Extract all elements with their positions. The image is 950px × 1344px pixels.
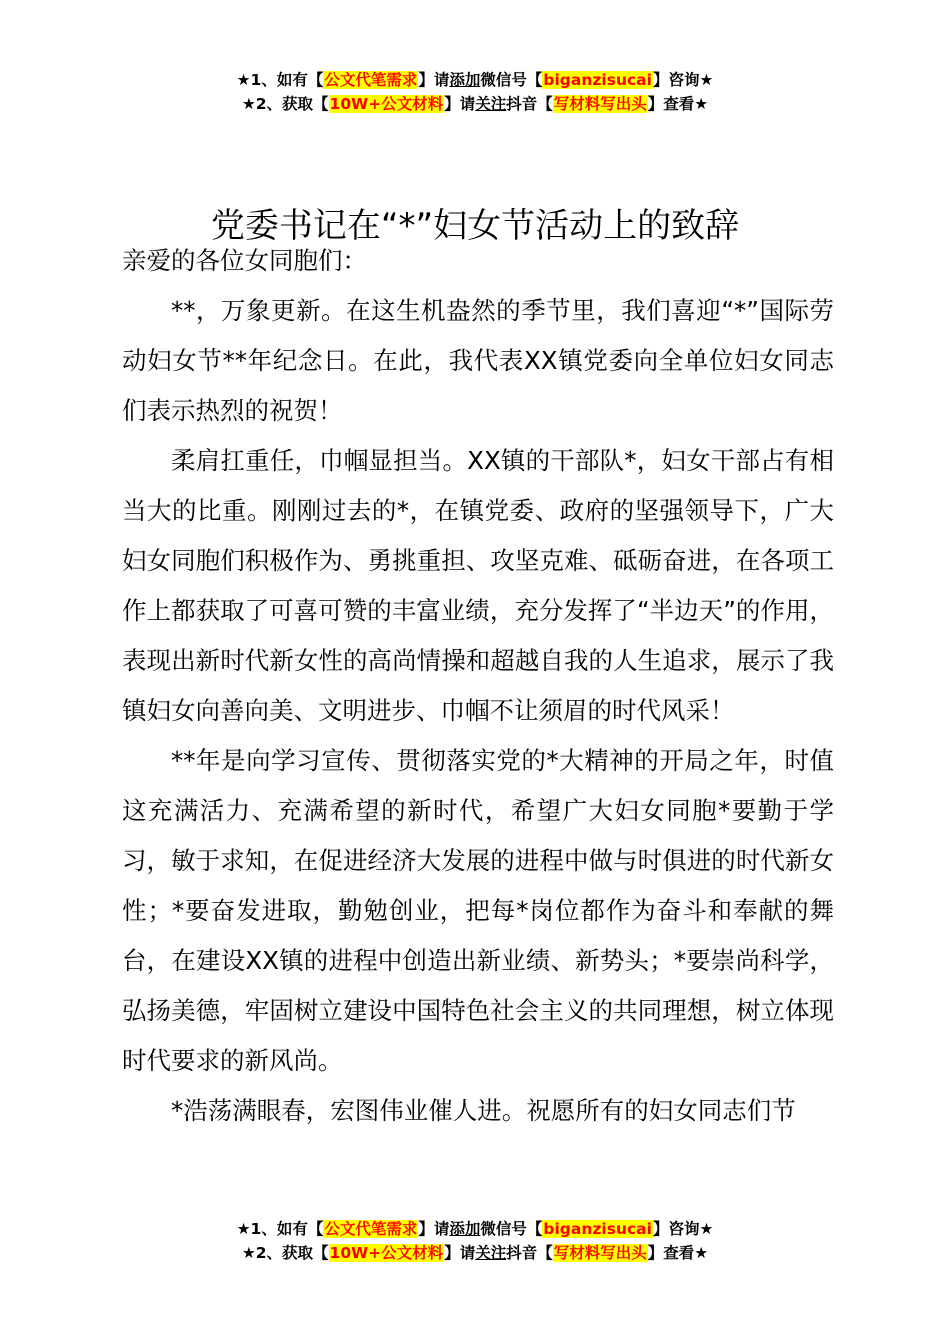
banner-underlined-text: 关注 [475, 1244, 507, 1262]
banner-text: 微信号【 [480, 71, 543, 89]
banner-highlight: 写材料写出头 [553, 1244, 647, 1262]
banner-text: 】咨询★ [652, 1220, 714, 1238]
banner-line-1 [0, 1217, 950, 1241]
banner-text: ★1、如有【 [236, 71, 324, 89]
paragraph-4: *浩荡满眼春，宏图伟业催人进。祝愿所有的妇女同志们节 [171, 1096, 796, 1125]
document-title: 党委书记在“*”妇女节活动上的致辞 [210, 205, 740, 246]
banner-underlined-text: 添加 [449, 1220, 481, 1238]
banner-text: 抖音【 [506, 1244, 553, 1262]
banner-text: 】查看★ [647, 95, 709, 113]
banner-text: 】请 [444, 1244, 476, 1262]
banner-line-1 [0, 68, 950, 92]
banner-text: 】请 [444, 95, 476, 113]
banner-line-2 [0, 1241, 950, 1265]
banner-text: ★1、如有【 [236, 1220, 324, 1238]
banner-line-2 [0, 92, 950, 116]
banner-text: ★2、获取【 [241, 1244, 329, 1262]
banner-underlined-text: 添加 [449, 71, 481, 89]
paragraph-3: **年是向学习宣传、贯彻落实党的*大精神的开局之年，时值这充满活力、充满希望的新时代，希望广大妇女同胞*要勤于学习，敏于求知，在促进经济大发展的进程中做与时俱进的时代新女性；*要奋发进取，勤勉创业，把每*岗位都作为奋斗和奉献的舞台，在建设XX镇的进程中创造出新业绩、新势头；*要崇尚科学，弘扬美德，牢固树立建设中国特色社会主义的共同理想，树立体现时代要求的新风尚。 [122, 746, 834, 1075]
banner-text: 】查看★ [647, 1244, 709, 1262]
banner-text: 抖音【 [506, 95, 553, 113]
banner-highlight: 10W+公文材料 [329, 95, 444, 113]
banner-highlight: 写材料写出头 [553, 95, 647, 113]
document-body [122, 236, 834, 1136]
banner-highlight: biganzisucai [543, 71, 652, 89]
banner-highlight: 10W+公文材料 [329, 1244, 444, 1262]
banner-highlight: biganzisucai [543, 1220, 652, 1238]
footer-banner [0, 1217, 950, 1265]
header-banner [0, 68, 950, 116]
banner-text: 】请 [418, 71, 450, 89]
banner-text: 微信号【 [480, 1220, 543, 1238]
banner-text: ★2、获取【 [241, 95, 329, 113]
banner-text: 】咨询★ [652, 71, 714, 89]
banner-highlight: 公文代笔需求 [324, 71, 418, 89]
paragraph-1: **，万象更新。在这生机盎然的季节里，我们喜迎“*”国际劳动妇女节**年纪念日。在此，我代表XX镇党委向全单位妇女同志们表示热烈的祝贺！ [122, 296, 834, 425]
banner-underlined-text: 关注 [475, 95, 507, 113]
paragraph-2: 柔肩扛重任，巾帼显担当。XX镇的干部队*，妇女干部占有相当大的比重。刚刚过去的*，在镇党委、政府的坚强领导下，广大妇女同胞们积极作为、勇挑重担、攻坚克难、砥砺奋进，在各项工作上都获取了可喜可赞的丰富业绩，充分发挥了“半边天”的作用，表现出新时代新女性的高尚情操和超越自我的人生追求，展示了我镇妇女向善向美、文明进步、巾帼不让须眉的时代风采！ [122, 446, 834, 725]
banner-text: 】请 [418, 1220, 450, 1238]
banner-highlight: 公文代笔需求 [324, 1220, 418, 1238]
salutation: 亲爱的各位女同胞们： [122, 246, 367, 275]
